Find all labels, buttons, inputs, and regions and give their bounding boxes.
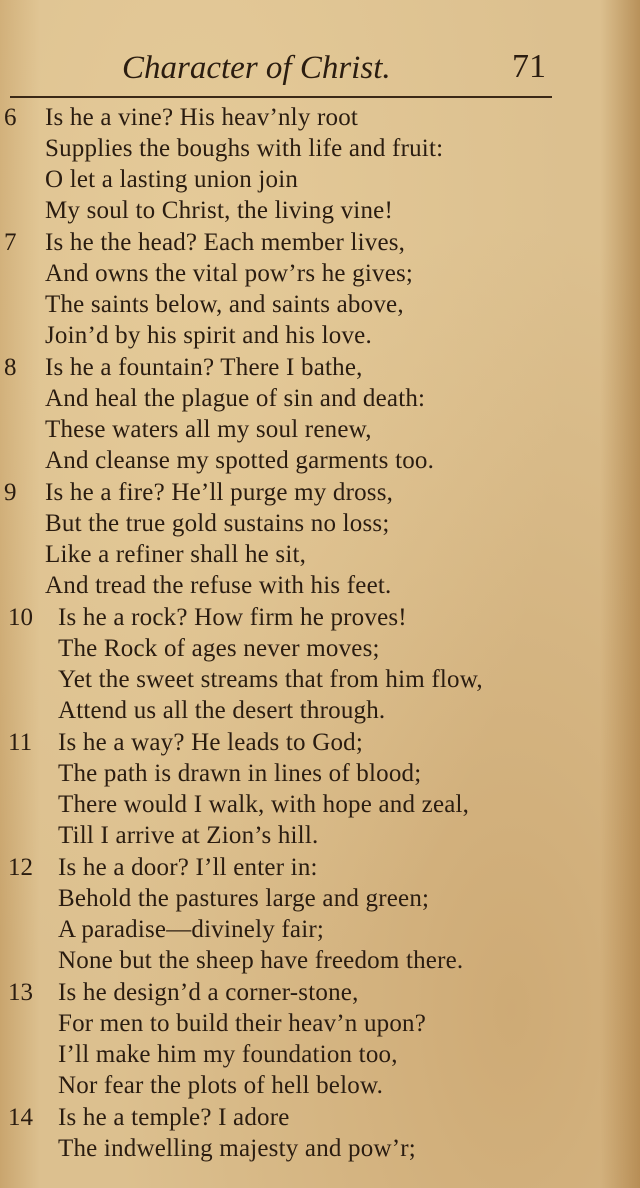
verse-line: Till I arrive at Zion’s hill. — [58, 822, 319, 849]
stanza-10 — [0, 602, 640, 726]
verse-line: My soul to Christ, the living vine! — [45, 197, 393, 224]
verse-line: O let a lasting union join — [45, 166, 299, 193]
stanza-number: 13 — [8, 979, 33, 1006]
verse-line: And cleanse my spotted garments too. — [45, 447, 435, 474]
verse-line: The saints below, and saints above, — [45, 291, 404, 318]
verse-line: Like a refiner shall he sit, — [45, 541, 307, 568]
verse-line: Yet the sweet streams that from him flow, — [58, 666, 483, 693]
verse-line: For men to build their heav’n upon? — [58, 1010, 427, 1037]
verse-line: A paradise—divinely fair; — [58, 916, 325, 943]
stanza-14 — [0, 1102, 640, 1164]
verse-line: Supplies the boughs with life and fruit: — [45, 135, 444, 162]
verse-line: Is he design’d a corner-stone, — [58, 979, 359, 1006]
verse-line: There would I walk, with hope and zeal, — [58, 791, 470, 818]
verse-line: Is he a rock? How firm he proves! — [58, 604, 407, 631]
stanza-13 — [0, 977, 640, 1101]
verse-line: The path is drawn in lines of blood; — [58, 760, 422, 787]
verse-line: Is he a way? He leads to God; — [58, 729, 364, 756]
running-title: Character of Christ. — [122, 50, 391, 86]
verse-line: Is he the head? Each member lives, — [45, 229, 406, 256]
verse-line: Is he a temple? I adore — [58, 1104, 290, 1131]
verse-line: None but the sheep have freedom there. — [58, 947, 464, 974]
stanza-number: 10 — [8, 604, 33, 631]
stanza-11 — [0, 727, 640, 851]
verse-line: Is he a fire? He’ll purge my dross, — [45, 479, 394, 506]
page-number: 71 — [512, 48, 546, 85]
stanza-number: 8 — [4, 354, 17, 381]
stanza-6 — [0, 102, 640, 226]
verse-line: And tread the refuse with his feet. — [45, 572, 392, 599]
stanza-9 — [0, 477, 640, 601]
verse-line: Is he a fountain? There I bathe, — [45, 354, 363, 381]
header-rule — [10, 96, 552, 98]
stanza-number: 7 — [4, 229, 17, 256]
verse-line: And heal the plague of sin and death: — [45, 385, 426, 412]
verse-line: I’ll make him my foundation too, — [58, 1041, 398, 1068]
stanza-number: 12 — [8, 854, 33, 881]
verse-line: Attend us all the desert through. — [58, 697, 386, 724]
verse-line: Is he a door? I’ll enter in: — [58, 854, 318, 881]
stanza-12 — [0, 852, 640, 976]
verse-line: The indwelling majesty and pow’r; — [58, 1135, 416, 1162]
verse-line: Is he a vine? His heav’nly root — [45, 104, 359, 131]
hymn-stanzas — [0, 102, 640, 1165]
page-header — [0, 50, 555, 90]
verse-line: Nor fear the plots of hell below. — [58, 1072, 384, 1099]
stanza-number: 11 — [8, 729, 33, 756]
verse-line: Behold the pastures large and green; — [58, 885, 430, 912]
stanza-number: 14 — [8, 1104, 33, 1131]
verse-line: And owns the vital pow’rs he gives; — [45, 260, 414, 287]
verse-line: Join’d by his spirit and his love. — [45, 322, 372, 349]
verse-line: The Rock of ages never moves; — [58, 635, 380, 662]
stanza-number: 6 — [4, 104, 17, 131]
verse-line: These waters all my soul renew, — [45, 416, 372, 443]
verse-line: But the true gold sustains no loss; — [45, 510, 390, 537]
stanza-7 — [0, 227, 640, 351]
stanza-8 — [0, 352, 640, 476]
stanza-number: 9 — [4, 479, 17, 506]
